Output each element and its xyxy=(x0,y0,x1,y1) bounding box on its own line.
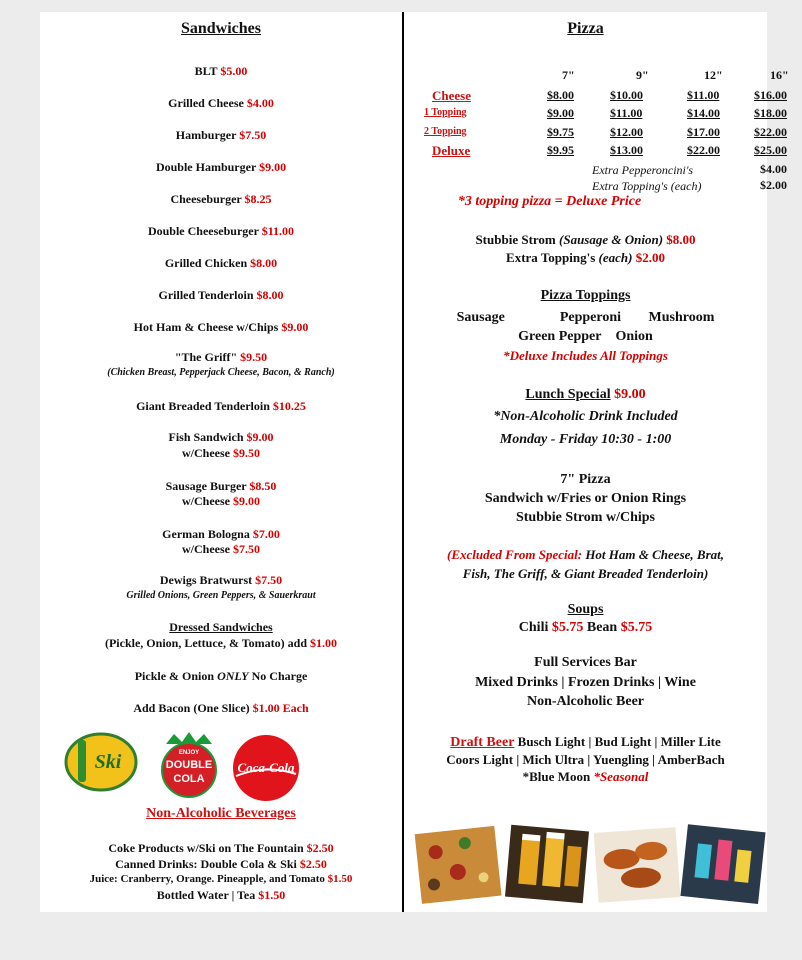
size-9: 9" xyxy=(636,68,649,82)
add-bacon: Add Bacon (One Slice) $1.00 Each xyxy=(133,701,309,715)
draft-beer-line-3: *Blue Moon *Seasonal xyxy=(522,769,649,784)
sausage-cheese: w/Cheese $9.00 xyxy=(182,494,260,508)
pizza-price: $17.00 xyxy=(687,125,720,139)
food-photos xyxy=(412,822,768,906)
lunch-option: Sandwich w/Fries or Onion Rings xyxy=(484,491,687,506)
extra-price: $2.00 xyxy=(760,178,787,192)
lunch-option: 7" Pizza xyxy=(560,472,611,487)
pizza-price: $22.00 xyxy=(754,125,787,139)
beverages-title: Non-Alcoholic Beverages xyxy=(146,806,296,821)
menu-item: Double Hamburger $9.00 xyxy=(155,160,287,174)
ski-logo xyxy=(64,730,138,794)
bar-title: Full Services Bar xyxy=(534,655,637,670)
pizza-price: $16.00 xyxy=(754,88,787,102)
dressed-title: Dressed Sandwiches xyxy=(169,620,273,634)
stubbie-extra: Extra Topping's (each) $2.00 xyxy=(506,250,665,265)
lunch-option: Stubbie Strom w/Chips xyxy=(515,510,655,525)
bar-beer: Non-Alcoholic Beer xyxy=(526,694,645,709)
menu-item: Grilled Cheese $4.00 xyxy=(168,96,274,110)
griff-desc: (Chicken Breast, Pepperjack Cheese, Bacon, & Ranch) xyxy=(107,367,335,378)
griff-item: "The Griff" $9.50 xyxy=(174,350,268,364)
fish-item: Fish Sandwich $9.00 xyxy=(168,430,274,444)
beverage-item: Juice: Cranberry, Orange. Pineapple, and Tomato $1.50 xyxy=(89,873,353,885)
bratwurst-item: Dewigs Bratwurst $7.50 xyxy=(159,573,283,587)
pizza-price: $13.00 xyxy=(610,143,643,157)
stubbie-strom: Stubbie Strom (Sausage & Onion) $8.00 xyxy=(475,232,696,247)
svg-text:ENJOY: ENJOY xyxy=(178,750,200,756)
beer-photo xyxy=(505,825,589,904)
pizza-row-label: 1 Topping xyxy=(424,107,467,118)
menu-item: Double Cheeseburger $11.00 xyxy=(147,224,295,238)
draft-beer-line-2: Coors Light | Mich Ultra | Yuengling | AmberBach xyxy=(446,752,725,767)
drinks-photo xyxy=(680,824,765,904)
pizza-photo xyxy=(415,826,502,904)
pizza-title: Pizza xyxy=(567,20,604,37)
sandwiches-title: Sandwiches xyxy=(180,20,262,37)
pizza-price: $25.00 xyxy=(754,143,787,157)
wings-photo xyxy=(594,827,681,903)
double-cola-logo xyxy=(158,730,220,802)
lunch-drink: *Non-Alcoholic Drink Included xyxy=(493,409,678,424)
sausage-burger-item: Sausage Burger $8.50 xyxy=(165,479,277,493)
soups-list: Chili $5.75 Bean $5.75 xyxy=(518,620,653,635)
pizza-price: $22.00 xyxy=(687,143,720,157)
extra-label: Extra Pepperoncini's xyxy=(592,163,694,177)
pizza-price: $9.75 xyxy=(547,125,574,139)
bratwurst-desc: Grilled Onions, Green Peppers, & Sauerkraut xyxy=(126,590,316,601)
svg-text:Coca-Cola: Coca-Cola xyxy=(237,760,295,775)
menu-item: Grilled Chicken $8.00 xyxy=(164,256,278,270)
draft-beer-line-1: Draft Beer Busch Light | Bud Light | Miller Lite xyxy=(450,734,721,750)
bottle-icon xyxy=(78,740,86,782)
size-16: 16" xyxy=(770,68,789,82)
bar-drinks: Mixed Drinks | Frozen Drinks | Wine xyxy=(475,675,696,690)
lunch-excluded-2: Fish, The Griff, & Giant Breaded Tenderloin) xyxy=(462,566,709,581)
lunch-hours: Monday - Friday 10:30 - 1:00 xyxy=(499,432,672,447)
svg-text:DOUBLE: DOUBLE xyxy=(165,759,213,771)
extra-price: $4.00 xyxy=(760,162,787,176)
toppings-title: Pizza Toppings xyxy=(540,288,631,303)
pizza-price: $10.00 xyxy=(610,88,643,102)
toppings-row-1: Sausage Pepperoni Mushroom xyxy=(456,310,715,325)
menu-item: Grilled Tenderloin $8.00 xyxy=(158,288,284,302)
size-7: 7" xyxy=(562,68,575,82)
menu-item: Hot Ham & Cheese w/Chips $9.00 xyxy=(133,320,309,334)
pizza-price: $8.00 xyxy=(547,88,574,102)
pizza-price: $9.95 xyxy=(547,143,574,157)
size-12: 12" xyxy=(704,68,723,82)
toppings-note: *Deluxe Includes All Toppings xyxy=(503,348,668,363)
giant-tenderloin-item: Giant Breaded Tenderloin $10.25 xyxy=(136,399,306,413)
svg-text:COLA: COLA xyxy=(173,773,205,785)
lunch-special-title: Lunch Special $9.00 xyxy=(525,387,646,402)
beverage-item: Coke Products w/Ski on The Fountain $2.50 xyxy=(108,841,334,855)
lunch-excluded-1: (Excluded From Special: Hot Ham & Cheese, Brat, xyxy=(447,547,724,562)
menu-item: BLT $5.00 xyxy=(194,64,248,78)
bologna-item: German Bologna $7.00 xyxy=(162,527,280,541)
fish-cheese: w/Cheese $9.50 xyxy=(182,446,260,460)
extra-label: Extra Topping's (each) xyxy=(592,179,702,193)
pickle-onion: Pickle & Onion ONLY No Charge xyxy=(134,669,308,683)
bologna-cheese: w/Cheese $7.50 xyxy=(182,542,260,556)
pizza-row-label: 2 Topping xyxy=(424,126,467,137)
pizza-price: $11.00 xyxy=(687,88,720,102)
deluxe-note: *3 topping pizza = Deluxe Price xyxy=(457,194,642,209)
menu-item: Cheeseburger $8.25 xyxy=(170,192,272,206)
pizza-row-label: Deluxe xyxy=(432,143,471,158)
menu-item: Hamburger $7.50 xyxy=(175,128,267,142)
pizza-price: $14.00 xyxy=(687,106,720,120)
pizza-price: $11.00 xyxy=(610,106,643,120)
pizza-price: $12.00 xyxy=(610,125,643,139)
soups-title: Soups xyxy=(567,602,604,617)
toppings-row-2: Green Pepper Onion xyxy=(518,329,653,344)
pizza-price: $18.00 xyxy=(754,106,787,120)
pizza-price: $9.00 xyxy=(547,106,574,120)
coca-cola-logo xyxy=(232,734,300,802)
ski-logo-text: Ski xyxy=(94,751,122,773)
beverage-item: Canned Drinks: Double Cola & Ski $2.50 xyxy=(115,857,327,871)
menu-page xyxy=(40,12,789,912)
pizza-row-label: Cheese xyxy=(432,88,471,103)
dressed-desc: (Pickle, Onion, Lettuce, & Tomato) add $1.00 xyxy=(104,636,337,650)
beverage-item: Bottled Water | Tea $1.50 xyxy=(156,888,286,902)
